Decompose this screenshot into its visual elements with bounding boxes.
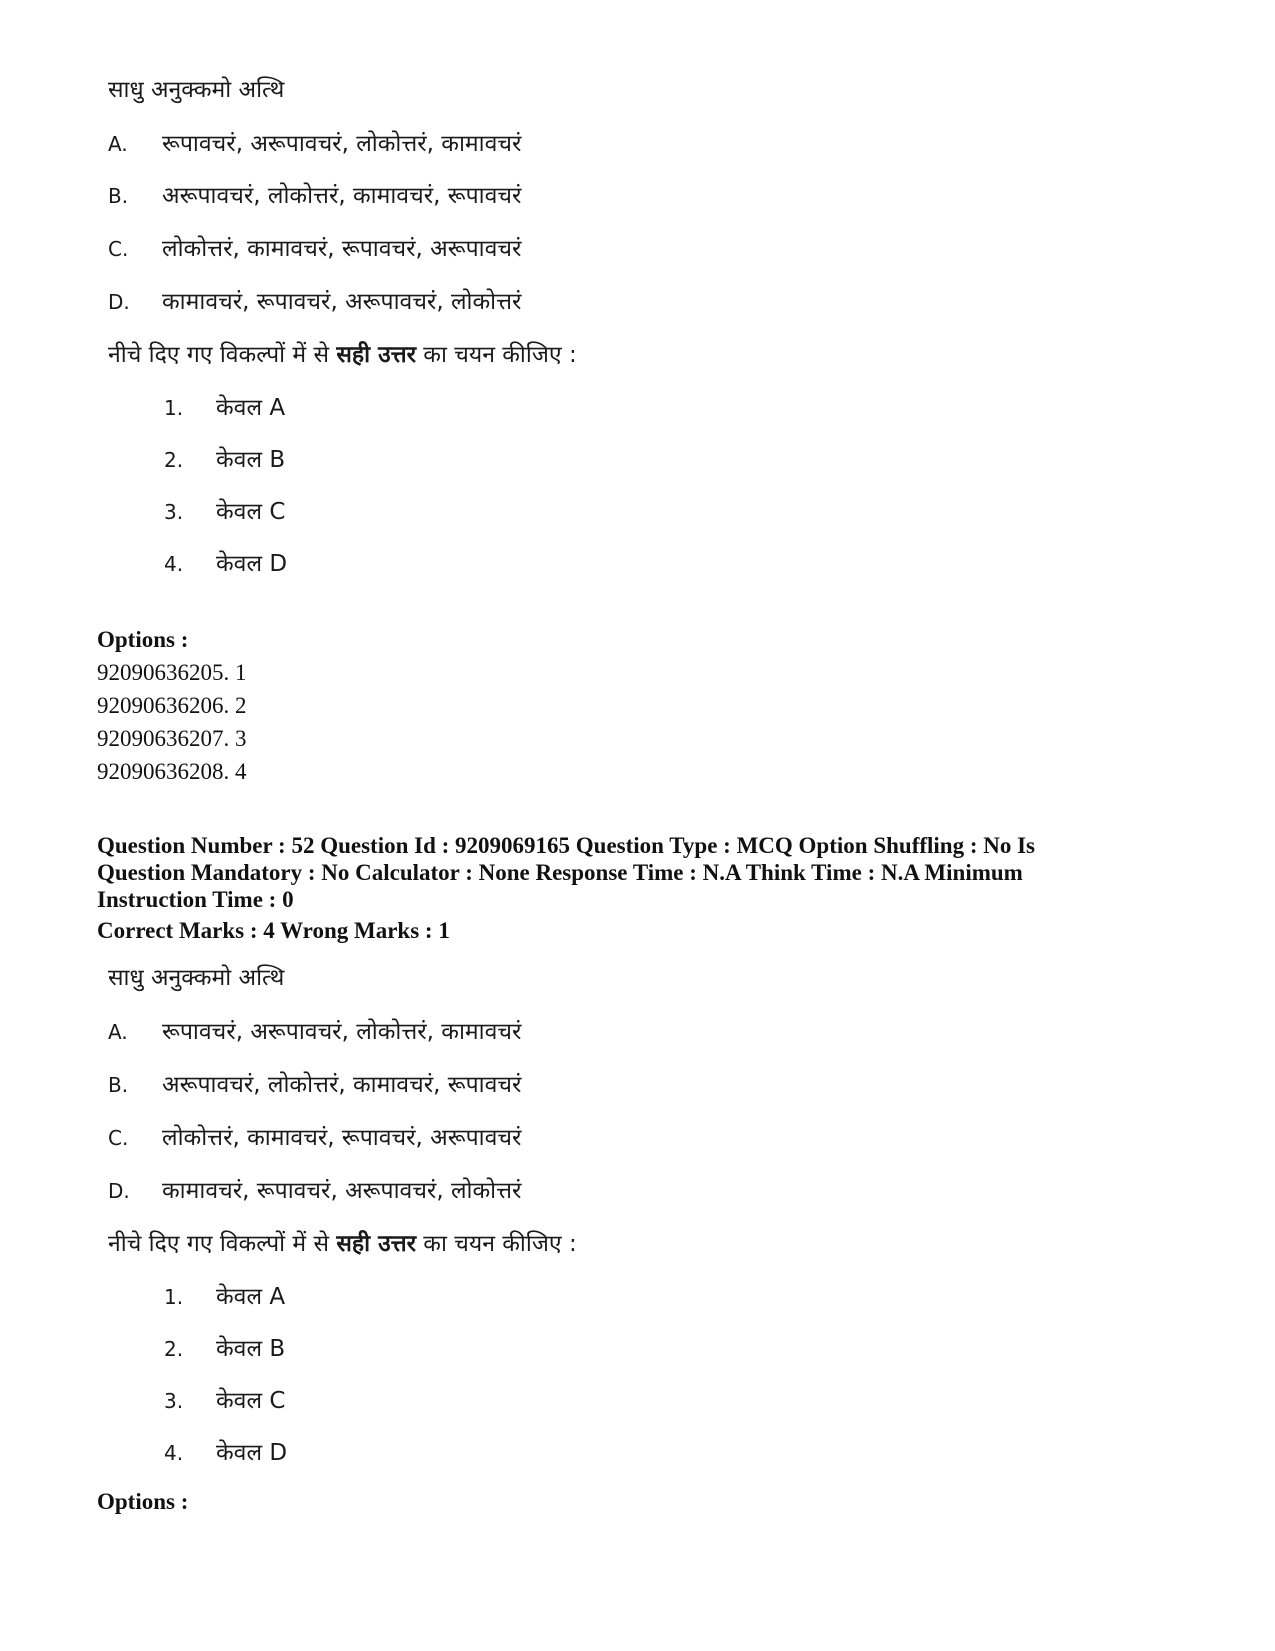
statement-a	[108, 126, 521, 158]
choice-text: केवल A	[216, 1284, 286, 1310]
options-heading: Options :	[97, 1489, 189, 1514]
statement-label: A.	[108, 132, 128, 156]
choice-number: 1.	[164, 1285, 184, 1309]
statement-text: कामावचरं, रूपावचरं, अरूपावचरं, लोकोत्तरं	[162, 289, 522, 315]
statement-text: रूपावचरं, अरूपावचरं, लोकोत्तरं, कामावचरं	[162, 1019, 522, 1045]
options-list-1	[97, 623, 247, 788]
choice-text: केवल D	[216, 551, 288, 577]
choice-text: केवल B	[216, 447, 286, 473]
option-item: 92090636207. 3	[97, 726, 247, 751]
choice-number: 2.	[164, 1337, 184, 1361]
choice-number: 4.	[164, 552, 184, 576]
statement-a	[108, 1014, 521, 1046]
statement-label: A.	[108, 1020, 128, 1044]
option-item: 92090636206. 2	[97, 693, 247, 718]
marks-line: Correct Marks : 4 Wrong Marks : 1	[97, 918, 450, 943]
choice-3	[164, 494, 285, 526]
statement-text: कामावचरं, रूपावचरं, अरूपावचरं, लोकोत्तरं	[162, 1178, 522, 1204]
statement-text: अरूपावचरं, लोकोत्तरं, कामावचरं, रूपावचरं	[162, 1072, 522, 1098]
choice-number: 2.	[164, 448, 184, 472]
option-item: 92090636205. 1	[97, 660, 247, 685]
statement-d	[108, 284, 521, 316]
statement-c	[108, 1120, 521, 1152]
statement-text: लोकोत्तरं, कामावचरं, रूपावचरं, अरूपावचरं	[162, 1125, 522, 1151]
choice-4	[164, 1435, 287, 1467]
statement-label: D.	[108, 290, 130, 314]
statement-d	[108, 1173, 521, 1205]
instruction-emphasis: सही उत्तर	[336, 342, 416, 368]
choice-2	[164, 1331, 285, 1363]
question-metadata	[97, 832, 1097, 913]
question-stem: साधु अनुक्कमो अत्थि	[108, 77, 285, 103]
statement-b	[108, 1067, 521, 1099]
instruction-text: नीचे दिए गए विकल्पों में से सही उत्तर का चयन कीजिए :	[108, 342, 577, 368]
statement-label: C.	[108, 1126, 129, 1150]
choice-1	[164, 390, 285, 422]
choice-text: केवल D	[216, 1440, 288, 1466]
instruction-text: नीचे दिए गए विकल्पों में से सही उत्तर का चयन कीजिए :	[108, 1231, 577, 1257]
choice-number: 1.	[164, 396, 184, 420]
choice-text: केवल B	[216, 1336, 286, 1362]
statement-text: अरूपावचरं, लोकोत्तरं, कामावचरं, रूपावचरं	[162, 183, 522, 209]
options-heading: Options :	[97, 627, 189, 652]
question-stem: साधु अनुक्कमो अत्थि	[108, 965, 285, 991]
choice-text: केवल C	[216, 1388, 286, 1414]
choice-4	[164, 546, 287, 578]
metadata-line-2: Question Mandatory : No Calculator : None Response Time : N.A Think Time : N.A Minimum	[97, 860, 1023, 885]
choice-2	[164, 442, 285, 474]
statement-label: B.	[108, 1073, 129, 1097]
choice-3	[164, 1383, 285, 1415]
metadata-line-1: Question Number : 52 Question Id : 9209069165 Question Type : MCQ Option Shuffling : No Is	[97, 833, 1036, 858]
choice-number: 4.	[164, 1441, 184, 1465]
statement-label: D.	[108, 1179, 130, 1203]
statement-b	[108, 178, 521, 210]
metadata-line-3: Instruction Time : 0	[97, 887, 294, 912]
instruction-emphasis: सही उत्तर	[336, 1231, 416, 1257]
statement-text: लोकोत्तरं, कामावचरं, रूपावचरं, अरूपावचरं	[162, 236, 522, 262]
statement-c	[108, 231, 521, 263]
choice-text: केवल A	[216, 395, 286, 421]
statement-text: रूपावचरं, अरूपावचरं, लोकोत्तरं, कामावचरं	[162, 131, 522, 157]
choice-number: 3.	[164, 500, 184, 524]
choice-number: 3.	[164, 1389, 184, 1413]
statement-label: C.	[108, 237, 129, 261]
choice-text: केवल C	[216, 499, 286, 525]
choice-1	[164, 1279, 285, 1311]
statement-label: B.	[108, 184, 129, 208]
option-item: 92090636208. 4	[97, 759, 247, 784]
